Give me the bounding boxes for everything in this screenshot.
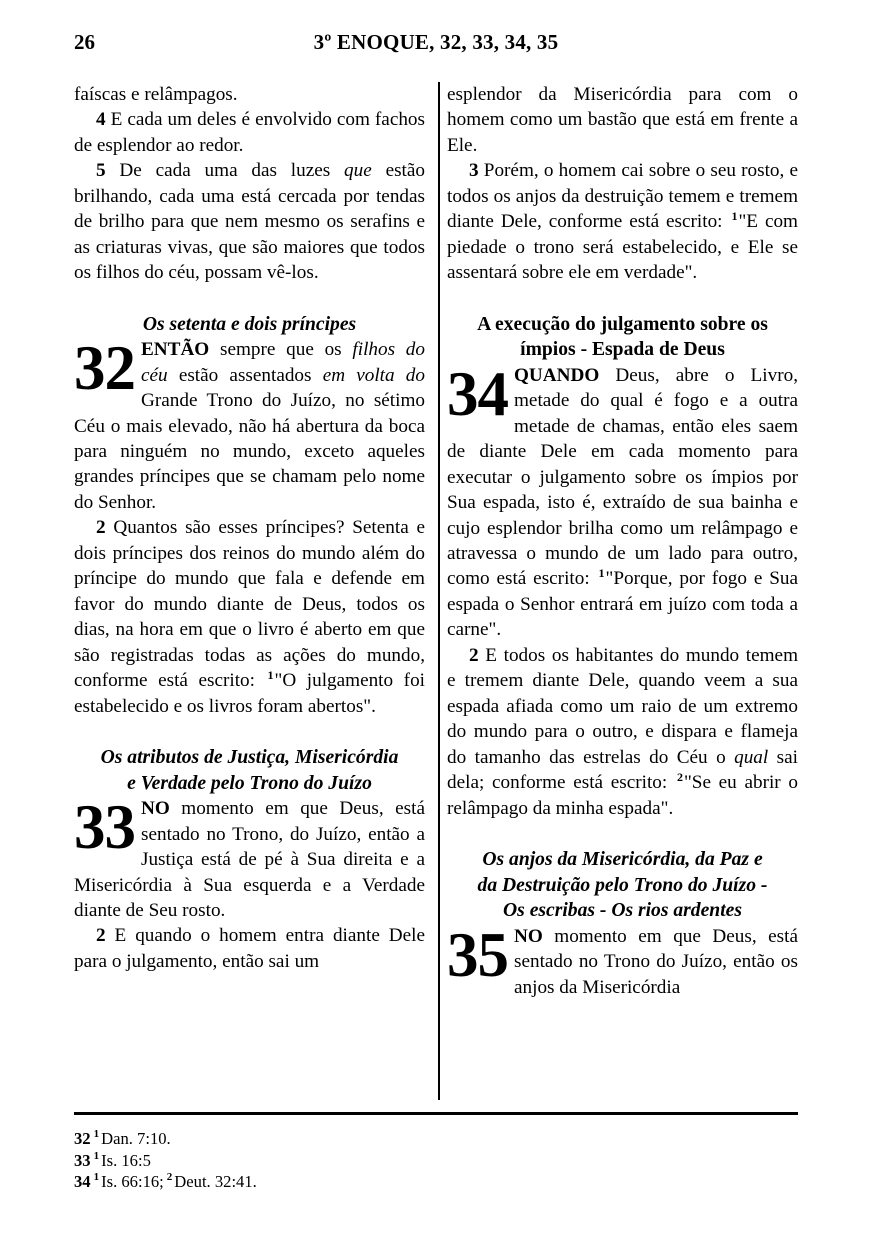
footnote-chapter: 34 xyxy=(74,1172,91,1191)
opening-smallcaps: NO xyxy=(141,798,170,820)
opening-smallcaps: QUANDO xyxy=(514,364,600,386)
chapter-33-verse-2 xyxy=(74,923,425,974)
v2-part-a: Quantos são esses príncipes? Setenta e dois príncipes dos reinos do mundo além do príncipe do mundo que fala e defende em favor do mundo diante de Deus, todos os dias, na hora em que o livro é aberto em que são registradas todas as ações do mundo, conforme está escrito: xyxy=(74,517,425,692)
page-number: 26 xyxy=(74,30,95,54)
footnote-marker: 1 xyxy=(93,1171,100,1184)
footnote-chapter: 33 xyxy=(74,1150,91,1170)
v1-part-c: Grande Trono do Juízo, no sétimo Céu o mais elevado, não há abertura da boca para ninguém no mundo, exceto aqueles grandes príncipes que se chamam pelo nome do Senhor. xyxy=(74,390,425,513)
footnote-marker[interactable]: 2 xyxy=(676,769,683,784)
chapter-number-dropcap: 33 xyxy=(74,792,135,863)
verse-text-a: Porém, o homem cai sobre o seu rosto, e todos os anjos da destruição temem e tremem diante Dele, conforme está escrito: xyxy=(447,160,798,233)
chapter-number-dropcap: 34 xyxy=(447,358,508,429)
footnote-reference: Is. 16:5 xyxy=(101,1150,151,1170)
verse-5 xyxy=(74,158,425,285)
section-heading-ch35-line3: Os escribas - Os rios ardentes xyxy=(503,900,742,922)
v1-text: momento em que Deus, está sentado no Trono do Juízo, então os anjos da Misericórdia xyxy=(514,925,798,998)
verse-3 xyxy=(447,158,798,285)
footnote-reference: Is. 66:16; xyxy=(101,1172,164,1191)
footnote-marker: 1 xyxy=(93,1149,100,1162)
v2-part-b: "O julgamento foi estabelecido e os livros foram abertos". xyxy=(74,670,425,717)
footnote-block xyxy=(74,1128,798,1193)
verse-number: 2 xyxy=(469,644,479,666)
continuation-text: faíscas e relâmpagos. xyxy=(74,84,238,105)
section-heading-ch33-line2: e Verdade pelo Trono do Juízo xyxy=(127,772,372,794)
verse-number: 5 xyxy=(96,160,106,182)
v1-part-a: Deus, abre o Livro, metade do qual é fogo e a outra metade de chamas, então eles saem de diante Dele em cada momento para executar o julgamento sobre os ímpios por Sua espada, isto é, extraído de sua bainha e cujo esplendor brilha como um relâmpago e atravessa o mundo de um lado para outro, como está escrito: xyxy=(447,364,798,590)
column-right xyxy=(447,82,798,1100)
v1-text: momento em que Deus, está sentado no Trono, do Juízo, então a Justiça está de pé à Sua direita e a Misericórdia à Sua esquerda e a Verdade diante de Seu rosto. xyxy=(74,798,425,922)
section-heading-ch32: Os setenta e dois príncipes xyxy=(142,313,357,335)
v1-italic-1: filhos do céu xyxy=(141,339,425,386)
footnote-reference: Dan. 7:10. xyxy=(101,1129,171,1148)
v2-part-b: sai dela; conforme está escrito: xyxy=(447,746,798,794)
footnote-marker[interactable]: 1 xyxy=(267,667,274,682)
footnote-marker-2: 2 xyxy=(166,1171,173,1184)
verse-4 xyxy=(74,107,425,158)
section-heading-ch34-line2: ímpios - Espada de Deus xyxy=(520,339,725,361)
verse-text-italic: que xyxy=(344,160,372,182)
verse-text-b: "E com piedade o trono será estabelecido, e Ele se assentará sobre ele em verdade". xyxy=(447,211,798,284)
opening-smallcaps: NO xyxy=(514,925,543,947)
chapter-number-dropcap: 32 xyxy=(74,333,135,404)
v2-part-a: E todos os habitantes do mundo temem e tremem diante Dele, quando veem a sua espada afiada como um raio de um extremo do mundo para o outro, e dispara e flameja do tamanho das estrelas do Céu o xyxy=(447,644,798,768)
footnote-row xyxy=(74,1171,798,1193)
verse-text-b: estão brilhando, cada uma está cercada por tendas de brilho para que nem mesmo os serafins e as criaturas vivas, que são maiores que todos os filhos do céu, possam vê-los. xyxy=(74,160,425,284)
section-heading-ch34-line1: A execução do julgamento sobre os xyxy=(477,313,768,335)
footnote-reference-2: Deut. 32:41. xyxy=(174,1172,257,1191)
chapter-opener-32 xyxy=(74,333,425,515)
footnote-marker: 1 xyxy=(93,1128,100,1141)
verse-text: E cada um deles é envolvido com fachos de esplendor ao redor. xyxy=(74,109,425,156)
column-divider-rule xyxy=(438,82,440,1100)
section-heading-ch33-line1: Os atributos de Justiça, Misericórdia xyxy=(100,747,399,769)
chapter-opener-34 xyxy=(447,358,798,643)
v2-part-c: "Se eu abrir o relâmpago da minha espada". xyxy=(447,772,798,819)
v1-part-a: sempre que os xyxy=(209,339,353,361)
chapter-opener-33 xyxy=(74,792,425,923)
v2-italic: qual xyxy=(734,746,769,768)
v2-text: E quando o homem entra diante Dele para o julgamento, então sai um xyxy=(74,925,425,972)
v1-part-b: "Porque, por fogo e Sua espada o Senhor entrará em juízo com toda a carne". xyxy=(447,568,798,641)
column-left xyxy=(74,82,425,1100)
chapter-34-verse-2 xyxy=(447,643,798,821)
verse-number: 2 xyxy=(96,925,106,947)
section-heading-ch35-line1: Os anjos da Misericórdia, da Paz e xyxy=(482,848,763,870)
footnote-chapter: 32 xyxy=(74,1129,91,1148)
footnote-marker[interactable]: 1 xyxy=(598,566,605,581)
body-area xyxy=(74,82,798,1100)
footnote-separator-rule xyxy=(74,1112,798,1115)
chapter-number-dropcap: 35 xyxy=(447,919,508,990)
paragraph-continuation xyxy=(447,82,798,158)
verse-number: 2 xyxy=(96,517,106,539)
footnote-row xyxy=(74,1150,798,1172)
v1-italic-2: em volta do xyxy=(322,364,425,386)
chapter-32-verse-2 xyxy=(74,515,425,719)
section-heading-ch35-line2: da Destruição pelo Trono do Juízo - xyxy=(477,874,768,896)
verse-text-a: De cada uma das luzes xyxy=(119,160,345,182)
verse-number: 4 xyxy=(96,109,106,131)
running-title: 3º ENOQUE, 32, 33, 34, 35 xyxy=(313,30,559,54)
footnote-row xyxy=(74,1128,798,1150)
paragraph-continuation xyxy=(74,82,425,107)
chapter-opener-35 xyxy=(447,919,798,1000)
running-head xyxy=(74,28,798,60)
continuation-text: esplendor da Misericórdia para com o homem como um bastão que está em frente a Ele. xyxy=(447,84,798,156)
opening-smallcaps: ENTÃO xyxy=(141,339,210,361)
verse-number: 3 xyxy=(469,160,479,182)
v1-part-b: estão assentados xyxy=(167,364,323,386)
footnote-marker[interactable]: 1 xyxy=(731,208,738,223)
